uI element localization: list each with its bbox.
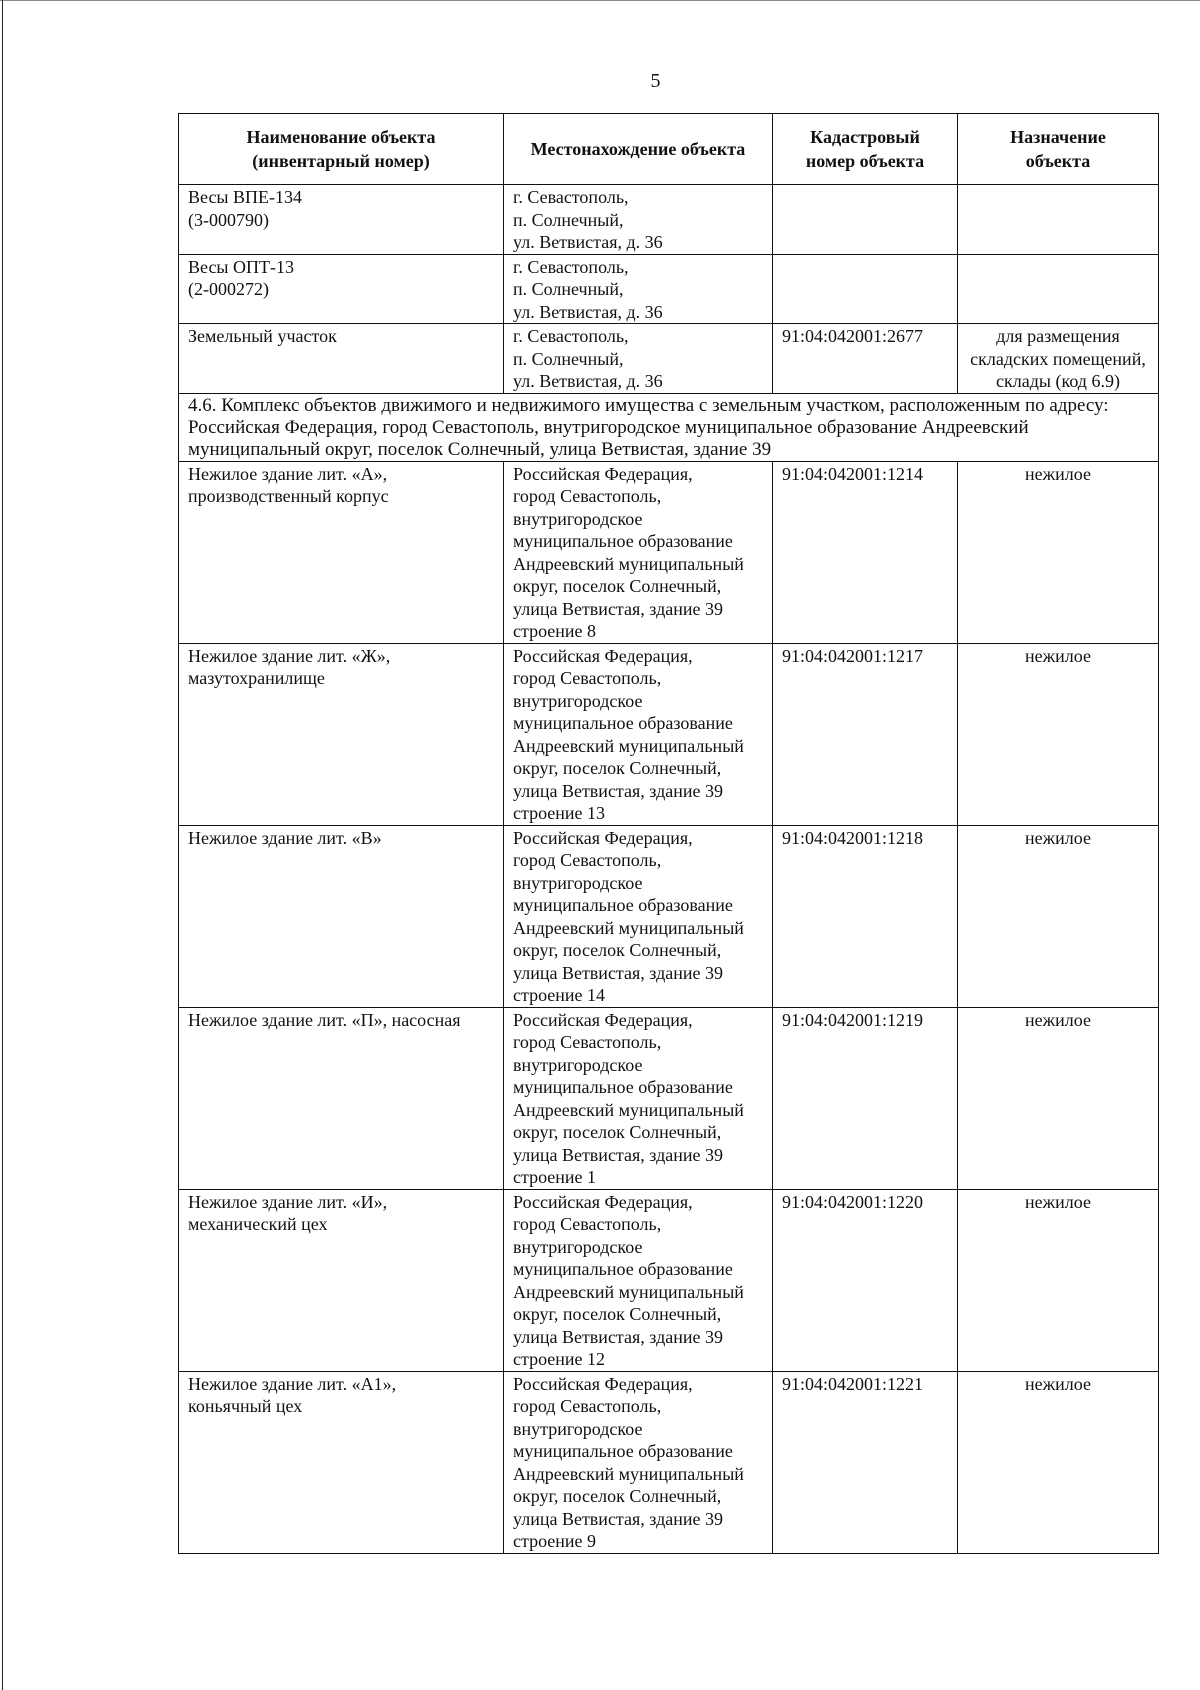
cell-location: Российская Федерация, город Севастополь, внутригородское муниципальное образование Андреевский муниципальный округ, поселок Солнечный, улица Ветвистая, здание 39 строение 13 [504, 643, 773, 825]
cell-purpose: нежилое [958, 825, 1159, 1007]
cell-purpose [958, 185, 1159, 255]
cell-name: Нежилое здание лит. «П», насосная [179, 1007, 504, 1189]
cell-location: Российская Федерация, город Севастополь, внутригородское муниципальное образование Андреевский муниципальный округ, поселок Солнечный, улица Ветвистая, здание 39 строение 9 [504, 1371, 773, 1553]
cell-purpose: нежилое [958, 461, 1159, 643]
table-row [179, 1371, 1159, 1553]
cell-location: г. Севастополь, п. Солнечный, ул. Ветвистая, д. 36 [504, 185, 773, 255]
cell-name: Нежилое здание лит. «В» [179, 825, 504, 1007]
cell-cadastral: 91:04:042001:1214 [773, 461, 958, 643]
cell-location: Российская Федерация, город Севастополь, внутригородское муниципальное образование Андреевский муниципальный округ, поселок Солнечный, улица Ветвистая, здание 39 строение 8 [504, 461, 773, 643]
cell-purpose: нежилое [958, 1007, 1159, 1189]
header-cadastral: Кадастровый номер объекта [773, 114, 958, 185]
page-edge-top [0, 0, 1200, 1]
table-row [179, 324, 1159, 394]
cell-cadastral [773, 254, 958, 324]
cell-location: Российская Федерация, город Севастополь, внутригородское муниципальное образование Андреевский муниципальный округ, поселок Солнечный, улица Ветвистая, здание 39 строение 12 [504, 1189, 773, 1371]
cell-cadastral: 91:04:042001:1219 [773, 1007, 958, 1189]
header-location: Местонахождение объекта [504, 114, 773, 185]
table-row [179, 185, 1159, 255]
cell-cadastral: 91:04:042001:1217 [773, 643, 958, 825]
cell-location: Российская Федерация, город Севастополь, внутригородское муниципальное образование Андреевский муниципальный округ, поселок Солнечный, улица Ветвистая, здание 39 строение 14 [504, 825, 773, 1007]
cell-cadastral: 91:04:042001:1220 [773, 1189, 958, 1371]
cell-purpose: для размещения складских помещений, склады (код 6.9) [958, 324, 1159, 394]
table-row [179, 461, 1159, 643]
table-row [179, 1189, 1159, 1371]
cell-location: г. Севастополь, п. Солнечный, ул. Ветвистая, д. 36 [504, 324, 773, 394]
cell-purpose [958, 254, 1159, 324]
cell-location: Российская Федерация, город Севастополь, внутригородское муниципальное образование Андреевский муниципальный округ, поселок Солнечный, улица Ветвистая, здание 39 строение 1 [504, 1007, 773, 1189]
table-row [179, 825, 1159, 1007]
cell-cadastral: 91:04:042001:1218 [773, 825, 958, 1007]
table-row [179, 254, 1159, 324]
cell-location: г. Севастополь, п. Солнечный, ул. Ветвистая, д. 36 [504, 254, 773, 324]
header-purpose: Назначение объекта [958, 114, 1159, 185]
table-row [179, 643, 1159, 825]
cell-name: Земельный участок [179, 324, 504, 394]
section-row [179, 393, 1159, 461]
cell-name: Весы ВПЕ-134 (3-000790) [179, 185, 504, 255]
table-row [179, 1007, 1159, 1189]
page-number: 5 [650, 70, 661, 92]
property-table [178, 113, 1159, 1554]
cell-name: Нежилое здание лит. «А», производственный корпус [179, 461, 504, 643]
cell-purpose: нежилое [958, 643, 1159, 825]
page-edge-left [2, 0, 3, 1690]
cell-name: Весы ОПТ-13 (2-000272) [179, 254, 504, 324]
cell-cadastral: 91:04:042001:1221 [773, 1371, 958, 1553]
cell-purpose: нежилое [958, 1189, 1159, 1371]
table-header-row [179, 114, 1159, 185]
cell-name: Нежилое здание лит. «Ж», мазутохранилище [179, 643, 504, 825]
cell-purpose: нежилое [958, 1371, 1159, 1553]
section-heading: 4.6. Комплекс объектов движимого и недвижимого имущества с земельным участком, расположенным по адресу: Российская Федерация, город Севастополь, внутригородское муниципальное образование Андреевский муниципальный округ, поселок Солнечный, улица Ветвистая, здание 39 [179, 393, 1159, 461]
cell-name: Нежилое здание лит. «А1», коньячный цех [179, 1371, 504, 1553]
header-name: Наименование объекта (инвентарный номер) [179, 114, 504, 185]
cell-name: Нежилое здание лит. «И», механический цех [179, 1189, 504, 1371]
cell-cadastral: 91:04:042001:2677 [773, 324, 958, 394]
cell-cadastral [773, 185, 958, 255]
